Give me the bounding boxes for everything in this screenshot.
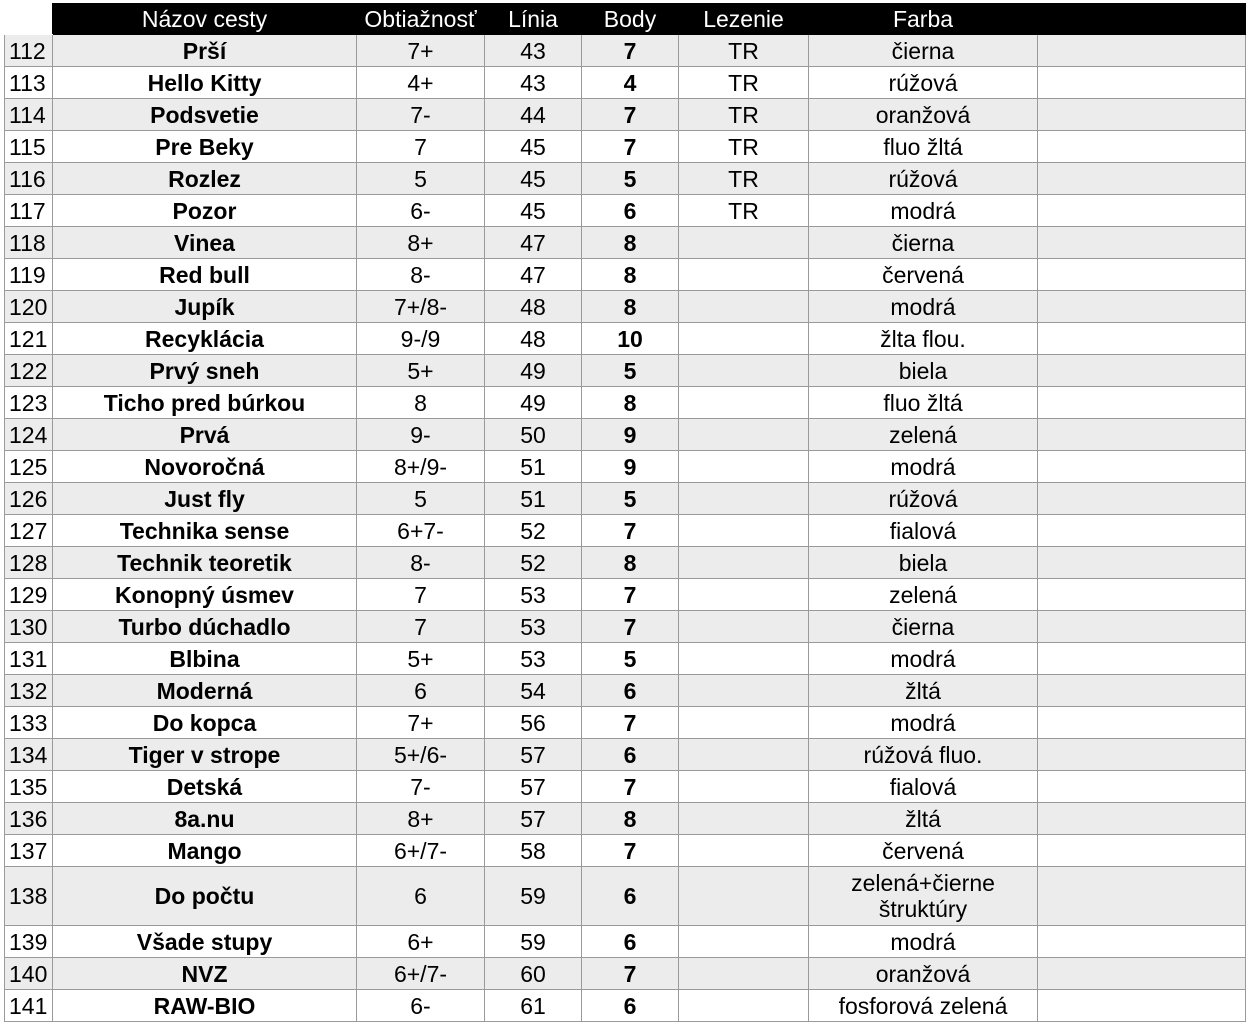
row-number-cell[interactable]: 137 [5, 835, 53, 867]
line-cell[interactable]: 45 [485, 163, 582, 195]
route-name-cell[interactable]: Jupík [53, 291, 357, 323]
difficulty-cell[interactable]: 6+/7- [357, 958, 485, 990]
climbing-cell[interactable] [679, 483, 809, 515]
difficulty-cell[interactable]: 6 [357, 867, 485, 926]
row-number-cell[interactable]: 138 [5, 867, 53, 926]
line-cell[interactable]: 44 [485, 99, 582, 131]
header-corner-cell [5, 4, 53, 35]
route-name-cell[interactable]: Pozor [53, 195, 357, 227]
header-difficulty[interactable]: Obtiažnosť [357, 4, 485, 35]
empty-cell[interactable] [1038, 643, 1246, 675]
route-name-cell[interactable]: Rozlez [53, 163, 357, 195]
climbing-cell[interactable] [679, 227, 809, 259]
empty-cell[interactable] [1038, 739, 1246, 771]
empty-cell[interactable] [1038, 926, 1246, 958]
difficulty-cell[interactable]: 6+ [357, 926, 485, 958]
color-cell[interactable]: biela [809, 547, 1038, 579]
difficulty-cell[interactable]: 5 [357, 163, 485, 195]
difficulty-cell[interactable]: 8+ [357, 227, 485, 259]
points-cell[interactable]: 5 [582, 355, 679, 387]
points-cell[interactable]: 7 [582, 611, 679, 643]
color-cell[interactable]: zelená [809, 419, 1038, 451]
color-cell[interactable]: rúžová [809, 67, 1038, 99]
table-row [5, 355, 1246, 387]
route-name-cell[interactable]: Technik teoretik [53, 547, 357, 579]
empty-cell[interactable] [1038, 387, 1246, 419]
difficulty-cell[interactable]: 7+ [357, 707, 485, 739]
empty-cell[interactable] [1038, 803, 1246, 835]
line-cell[interactable]: 57 [485, 739, 582, 771]
table-row [5, 643, 1246, 675]
color-cell[interactable]: fluo žltá [809, 131, 1038, 163]
table-row [5, 958, 1246, 990]
row-number-cell[interactable]: 127 [5, 515, 53, 547]
climbing-cell[interactable] [679, 739, 809, 771]
route-name-cell[interactable]: Prvá [53, 419, 357, 451]
row-number-cell[interactable]: 125 [5, 451, 53, 483]
empty-cell[interactable] [1038, 990, 1246, 1022]
route-name-cell[interactable]: Podsvetie [53, 99, 357, 131]
line-cell[interactable]: 45 [485, 131, 582, 163]
route-name-cell[interactable]: Mango [53, 835, 357, 867]
row-number-cell[interactable]: 133 [5, 707, 53, 739]
table-row [5, 579, 1246, 611]
climbing-cell[interactable] [679, 515, 809, 547]
difficulty-cell[interactable]: 9- [357, 419, 485, 451]
route-name-cell[interactable]: RAW-BIO [53, 990, 357, 1022]
row-number-cell[interactable]: 118 [5, 227, 53, 259]
header-line[interactable]: Línia [485, 4, 582, 35]
empty-cell[interactable] [1038, 835, 1246, 867]
route-name-cell[interactable]: Just fly [53, 483, 357, 515]
row-number-cell[interactable]: 131 [5, 643, 53, 675]
climbing-cell[interactable]: TR [679, 131, 809, 163]
route-name-cell[interactable]: Konopný úsmev [53, 579, 357, 611]
table-row [5, 675, 1246, 707]
table-row [5, 867, 1246, 926]
color-cell[interactable]: zelená [809, 579, 1038, 611]
difficulty-cell[interactable]: 6- [357, 990, 485, 1022]
row-number-cell[interactable]: 140 [5, 958, 53, 990]
line-cell[interactable]: 53 [485, 579, 582, 611]
table-row [5, 515, 1246, 547]
table-row [5, 771, 1246, 803]
color-cell[interactable]: modrá [809, 707, 1038, 739]
climbing-cell[interactable]: TR [679, 195, 809, 227]
line-cell[interactable]: 54 [485, 675, 582, 707]
row-number-cell[interactable]: 129 [5, 579, 53, 611]
climbing-cell[interactable] [679, 771, 809, 803]
color-cell[interactable]: biela [809, 355, 1038, 387]
row-number-cell[interactable]: 124 [5, 419, 53, 451]
color-cell[interactable]: fosforová zelená [809, 990, 1038, 1022]
line-cell[interactable]: 49 [485, 387, 582, 419]
row-number-cell[interactable]: 116 [5, 163, 53, 195]
row-number-cell[interactable]: 126 [5, 483, 53, 515]
line-cell[interactable]: 59 [485, 926, 582, 958]
routes-table-body [5, 4, 1246, 1022]
climbing-cell[interactable]: TR [679, 163, 809, 195]
climbing-cell[interactable] [679, 547, 809, 579]
points-cell[interactable]: 6 [582, 739, 679, 771]
line-cell[interactable]: 58 [485, 835, 582, 867]
points-cell[interactable]: 7 [582, 579, 679, 611]
difficulty-cell[interactable]: 6 [357, 675, 485, 707]
color-cell[interactable]: rúžová [809, 483, 1038, 515]
line-cell[interactable]: 57 [485, 771, 582, 803]
points-cell[interactable]: 6 [582, 926, 679, 958]
points-cell[interactable]: 6 [582, 867, 679, 926]
difficulty-cell[interactable]: 5+ [357, 355, 485, 387]
empty-cell[interactable] [1038, 163, 1246, 195]
line-cell[interactable]: 59 [485, 867, 582, 926]
table-row [5, 547, 1246, 579]
row-number-cell[interactable]: 122 [5, 355, 53, 387]
route-name-cell[interactable]: Technika sense [53, 515, 357, 547]
header-climbing[interactable]: Lezenie [679, 4, 809, 35]
color-cell[interactable]: čierna [809, 227, 1038, 259]
empty-cell[interactable] [1038, 355, 1246, 387]
empty-cell[interactable] [1038, 958, 1246, 990]
table-row [5, 291, 1246, 323]
color-cell[interactable]: modrá [809, 643, 1038, 675]
row-number-cell[interactable]: 113 [5, 67, 53, 99]
difficulty-cell[interactable]: 8- [357, 259, 485, 291]
empty-cell[interactable] [1038, 227, 1246, 259]
empty-cell[interactable] [1038, 451, 1246, 483]
row-number-cell[interactable]: 115 [5, 131, 53, 163]
climbing-cell[interactable] [679, 323, 809, 355]
color-cell[interactable]: červená [809, 259, 1038, 291]
table-row [5, 387, 1246, 419]
climbing-cell[interactable] [679, 643, 809, 675]
climbing-cell[interactable] [679, 958, 809, 990]
line-cell[interactable]: 56 [485, 707, 582, 739]
line-cell[interactable]: 47 [485, 259, 582, 291]
line-cell[interactable]: 51 [485, 483, 582, 515]
color-cell[interactable]: modrá [809, 291, 1038, 323]
row-number-cell[interactable]: 120 [5, 291, 53, 323]
table-row [5, 451, 1246, 483]
table-row [5, 99, 1246, 131]
color-cell[interactable]: čierna [809, 35, 1038, 67]
points-cell[interactable]: 7 [582, 515, 679, 547]
points-cell[interactable]: 8 [582, 259, 679, 291]
line-cell[interactable]: 51 [485, 451, 582, 483]
color-cell[interactable]: zelená+čierne štruktúry [809, 867, 1038, 926]
empty-cell[interactable] [1038, 99, 1246, 131]
points-cell[interactable]: 5 [582, 483, 679, 515]
route-name-cell[interactable]: Turbo dúchadlo [53, 611, 357, 643]
row-number-cell[interactable]: 114 [5, 99, 53, 131]
points-cell[interactable]: 4 [582, 67, 679, 99]
row-number-cell[interactable]: 121 [5, 323, 53, 355]
climbing-cell[interactable] [679, 387, 809, 419]
points-cell[interactable]: 8 [582, 547, 679, 579]
line-cell[interactable]: 60 [485, 958, 582, 990]
difficulty-cell[interactable]: 8- [357, 547, 485, 579]
difficulty-cell[interactable]: 8+ [357, 803, 485, 835]
climbing-cell[interactable] [679, 419, 809, 451]
climbing-cell[interactable] [679, 579, 809, 611]
climbing-cell[interactable]: TR [679, 99, 809, 131]
table-row [5, 67, 1246, 99]
row-number-cell[interactable]: 117 [5, 195, 53, 227]
row-number-cell[interactable]: 132 [5, 675, 53, 707]
difficulty-cell[interactable]: 4+ [357, 67, 485, 99]
line-cell[interactable]: 53 [485, 611, 582, 643]
row-number-cell[interactable]: 136 [5, 803, 53, 835]
color-cell[interactable]: modrá [809, 195, 1038, 227]
route-name-cell[interactable]: Moderná [53, 675, 357, 707]
climbing-cell[interactable] [679, 803, 809, 835]
table-row [5, 259, 1246, 291]
route-name-cell[interactable]: 8a.nu [53, 803, 357, 835]
empty-cell[interactable] [1038, 579, 1246, 611]
row-number-cell[interactable]: 130 [5, 611, 53, 643]
color-cell[interactable]: čierna [809, 611, 1038, 643]
table-row [5, 739, 1246, 771]
points-cell[interactable]: 5 [582, 643, 679, 675]
color-cell[interactable]: fialová [809, 515, 1038, 547]
empty-cell[interactable] [1038, 547, 1246, 579]
difficulty-cell[interactable]: 7- [357, 771, 485, 803]
row-number-cell[interactable]: 119 [5, 259, 53, 291]
line-cell[interactable]: 53 [485, 643, 582, 675]
color-cell[interactable]: oranžová [809, 99, 1038, 131]
points-cell[interactable]: 9 [582, 451, 679, 483]
points-cell[interactable]: 7 [582, 131, 679, 163]
points-cell[interactable]: 7 [582, 35, 679, 67]
route-name-cell[interactable]: Ticho pred búrkou [53, 387, 357, 419]
line-cell[interactable]: 48 [485, 291, 582, 323]
difficulty-cell[interactable]: 5 [357, 483, 485, 515]
empty-cell[interactable] [1038, 323, 1246, 355]
empty-cell[interactable] [1038, 611, 1246, 643]
table-row [5, 131, 1246, 163]
points-cell[interactable]: 10 [582, 323, 679, 355]
climbing-cell[interactable] [679, 451, 809, 483]
route-name-cell[interactable]: NVZ [53, 958, 357, 990]
table-row [5, 707, 1246, 739]
route-name-cell[interactable]: Vinea [53, 227, 357, 259]
row-number-cell[interactable]: 128 [5, 547, 53, 579]
difficulty-cell[interactable]: 7- [357, 99, 485, 131]
line-cell[interactable]: 52 [485, 547, 582, 579]
line-cell[interactable]: 43 [485, 67, 582, 99]
points-cell[interactable]: 7 [582, 835, 679, 867]
difficulty-cell[interactable]: 6- [357, 195, 485, 227]
row-number-cell[interactable]: 139 [5, 926, 53, 958]
row-number-cell[interactable]: 141 [5, 990, 53, 1022]
difficulty-cell[interactable]: 5+/6- [357, 739, 485, 771]
route-name-cell[interactable]: Detská [53, 771, 357, 803]
table-row [5, 35, 1246, 67]
color-cell[interactable]: červená [809, 835, 1038, 867]
table-row [5, 323, 1246, 355]
color-cell[interactable]: modrá [809, 451, 1038, 483]
route-name-cell[interactable]: Blbina [53, 643, 357, 675]
points-cell[interactable]: 6 [582, 675, 679, 707]
table-row [5, 195, 1246, 227]
points-cell[interactable]: 7 [582, 99, 679, 131]
header-color[interactable]: Farba [809, 4, 1038, 35]
points-cell[interactable]: 7 [582, 958, 679, 990]
row-number-cell[interactable]: 135 [5, 771, 53, 803]
points-cell[interactable]: 9 [582, 419, 679, 451]
climbing-cell[interactable]: TR [679, 67, 809, 99]
climbing-cell[interactable] [679, 259, 809, 291]
difficulty-cell[interactable]: 8+/9- [357, 451, 485, 483]
difficulty-cell[interactable]: 7 [357, 611, 485, 643]
color-cell[interactable]: žlta flou. [809, 323, 1038, 355]
header-name[interactable]: Názov cesty [53, 4, 357, 35]
empty-cell[interactable] [1038, 515, 1246, 547]
row-number-cell[interactable]: 112 [5, 35, 53, 67]
route-name-cell[interactable]: Novoročná [53, 451, 357, 483]
color-cell[interactable]: oranžová [809, 958, 1038, 990]
route-name-cell[interactable]: Do kopca [53, 707, 357, 739]
line-cell[interactable]: 50 [485, 419, 582, 451]
empty-cell[interactable] [1038, 483, 1246, 515]
table-row [5, 835, 1246, 867]
route-name-cell[interactable]: Prvý sneh [53, 355, 357, 387]
route-name-cell[interactable]: Prší [53, 35, 357, 67]
color-cell[interactable]: rúžová [809, 163, 1038, 195]
climbing-cell[interactable] [679, 675, 809, 707]
points-cell[interactable]: 6 [582, 195, 679, 227]
line-cell[interactable]: 61 [485, 990, 582, 1022]
line-cell[interactable]: 43 [485, 35, 582, 67]
color-cell[interactable]: žltá [809, 675, 1038, 707]
climbing-cell[interactable] [679, 611, 809, 643]
difficulty-cell[interactable]: 7 [357, 579, 485, 611]
row-number-cell[interactable]: 134 [5, 739, 53, 771]
table-row [5, 803, 1246, 835]
points-cell[interactable]: 5 [582, 163, 679, 195]
difficulty-cell[interactable]: 7+/8- [357, 291, 485, 323]
routes-table [4, 3, 1246, 1022]
empty-cell[interactable] [1038, 419, 1246, 451]
difficulty-cell[interactable]: 6+/7- [357, 835, 485, 867]
line-cell[interactable]: 52 [485, 515, 582, 547]
climbing-cell[interactable] [679, 990, 809, 1022]
difficulty-cell[interactable]: 7 [357, 131, 485, 163]
empty-cell[interactable] [1038, 771, 1246, 803]
climbing-cell[interactable] [679, 291, 809, 323]
table-row [5, 926, 1246, 958]
empty-cell[interactable] [1038, 675, 1246, 707]
color-cell[interactable]: rúžová fluo. [809, 739, 1038, 771]
table-row [5, 990, 1246, 1022]
table-row [5, 483, 1246, 515]
difficulty-cell[interactable]: 8 [357, 387, 485, 419]
header-points[interactable]: Body [582, 4, 679, 35]
points-cell[interactable]: 8 [582, 803, 679, 835]
route-name-cell[interactable]: Hello Kitty [53, 67, 357, 99]
header-extra-cell[interactable] [1038, 4, 1246, 35]
empty-cell[interactable] [1038, 131, 1246, 163]
line-cell[interactable]: 48 [485, 323, 582, 355]
row-number-cell[interactable]: 123 [5, 387, 53, 419]
empty-cell[interactable] [1038, 259, 1246, 291]
route-name-cell[interactable]: Pre Beky [53, 131, 357, 163]
empty-cell[interactable] [1038, 867, 1246, 926]
route-name-cell[interactable]: Do počtu [53, 867, 357, 926]
difficulty-cell[interactable]: 5+ [357, 643, 485, 675]
climbing-cell[interactable] [679, 707, 809, 739]
empty-cell[interactable] [1038, 291, 1246, 323]
climbing-cell[interactable]: TR [679, 35, 809, 67]
route-name-cell[interactable]: Recyklácia [53, 323, 357, 355]
empty-cell[interactable] [1038, 67, 1246, 99]
line-cell[interactable]: 45 [485, 195, 582, 227]
color-cell[interactable]: fialová [809, 771, 1038, 803]
table-row [5, 419, 1246, 451]
table-row [5, 227, 1246, 259]
color-cell[interactable]: fluo žltá [809, 387, 1038, 419]
points-cell[interactable]: 6 [582, 990, 679, 1022]
table-row [5, 163, 1246, 195]
line-cell[interactable]: 47 [485, 227, 582, 259]
header-row [5, 4, 1246, 35]
empty-cell[interactable] [1038, 35, 1246, 67]
points-cell[interactable]: 7 [582, 771, 679, 803]
difficulty-cell[interactable]: 7+ [357, 35, 485, 67]
points-cell[interactable]: 8 [582, 387, 679, 419]
climbing-cell[interactable] [679, 926, 809, 958]
table-row [5, 611, 1246, 643]
difficulty-cell[interactable]: 9-/9 [357, 323, 485, 355]
points-cell[interactable]: 7 [582, 707, 679, 739]
route-name-cell[interactable]: Všade stupy [53, 926, 357, 958]
points-cell[interactable]: 8 [582, 227, 679, 259]
color-cell[interactable]: modrá [809, 926, 1038, 958]
line-cell[interactable]: 57 [485, 803, 582, 835]
color-cell[interactable]: žltá [809, 803, 1038, 835]
difficulty-cell[interactable]: 6+7- [357, 515, 485, 547]
route-name-cell[interactable]: Red bull [53, 259, 357, 291]
climbing-cell[interactable] [679, 867, 809, 926]
climbing-cell[interactable] [679, 355, 809, 387]
points-cell[interactable]: 8 [582, 291, 679, 323]
climbing-cell[interactable] [679, 835, 809, 867]
route-name-cell[interactable]: Tiger v strope [53, 739, 357, 771]
empty-cell[interactable] [1038, 195, 1246, 227]
line-cell[interactable]: 49 [485, 355, 582, 387]
empty-cell[interactable] [1038, 707, 1246, 739]
